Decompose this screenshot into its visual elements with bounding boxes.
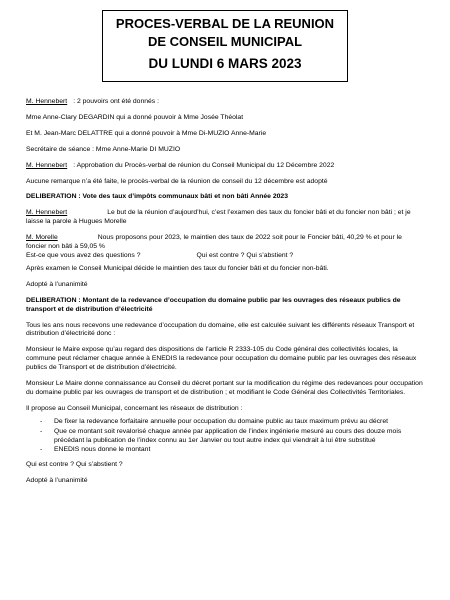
paragraph-adopte-final: Adopté à l’unanimité: [26, 477, 88, 485]
speaker-name: M. Morelle: [26, 234, 58, 242]
paragraph-text: Le but de la réunion d’aujourd’hui, c’est l’examen des taux du foncier bâti et du foncier non bâti ; et je laisse la parole à Hugues Morelle: [26, 209, 411, 226]
list-item: - ENEDIS nous donne le montant: [40, 446, 151, 454]
speaker-name: M. Hennebert: [26, 209, 68, 217]
document-body: [26, 98, 424, 493]
question-text: Qui est contre ? Qui s’abstient ?: [196, 251, 294, 259]
paragraph-proposition: [26, 234, 424, 261]
paragraph-propose: Il propose au Conseil Municipal, concernant les réseaux de distribution :: [26, 404, 243, 412]
paragraph-decret: Monsieur Le Maire donne connaissance au Conseil du décret portant sur la modification du régime des redevances pour occupation du domaine public par les ouvrages de transport et de distribution ; et modifiant le Code Général des Collectivités Territoriales.: [26, 380, 423, 396]
proposal-list: [26, 418, 424, 456]
paragraph-vote: Qui est contre ? Qui s’abstient ?: [26, 461, 123, 469]
speaker-name: M. Hennebert: [26, 98, 68, 105]
paragraph-pouvoirs: [26, 98, 424, 107]
title-box: [102, 10, 348, 82]
paragraph-text: Nous proposons pour 2023, le maintien des taux de 2022 soit pour le Foncier bâti, 40,29 % et pour le foncier non bâti à 59,05 %: [26, 234, 402, 251]
paragraph-pouvoir-2: Et M. Jean-Marc DELATTRE qui a donné pouvoir à Mme Di-MUZIO Anne-Marie: [26, 129, 267, 137]
speaker-name: M. Hennebert: [26, 161, 68, 169]
paragraph-pouvoir-1: Mme Anne-Clary DEGARDIN qui a donné pouvoir à Mme Josée Théolat: [26, 113, 244, 121]
paragraph-remarque: Aucune remarque n’a été faite, le procès-verbal de la réunion de conseil du 12 décembre est adopté: [26, 177, 328, 185]
deliberation-heading-taux: DELIBERATION : Vote des taux d’impôts communaux bâti et non bâti Année 2023: [26, 193, 288, 201]
question-text: Est-ce que vous avez des questions ?: [26, 251, 141, 259]
title-line-1: PROCES-VERBAL DE LA REUNION: [115, 16, 335, 31]
paragraph-approbation: [26, 162, 424, 171]
paragraph-text: : Approbation du Procès-verbal de réunion du Conseil Municipal du 12 Décembre 2022: [73, 161, 335, 169]
list-item: - De fixer la redevance forfaitaire annuelle pour occupation du domaine public au taux maximum prévu au décret: [40, 417, 388, 425]
paragraph-adopte: Adopté à l’unanimité: [26, 280, 88, 288]
paragraph-maire-expose: Monsieur le Maire expose qu’au regard des dispositions de l’article R 2333-105 du Code général des collectivités locales, la commune peut réclamer chaque année à ENEDIS la redevance pour occupation du domaine public par les ouvrages des réseaux publics de Transport et de distribution d’électricité.: [26, 346, 417, 372]
paragraph-redevance: Tous les ans nous recevons une redevance d’occupation du domaine, elle est calculée suivant les différents réseaux Transport et distribution d’électricité donc :: [26, 321, 415, 338]
paragraph-text: : 2 pouvoirs ont été donnés :: [73, 98, 159, 105]
paragraph-decision: Après examen le Conseil Municipal décide le maintien des taux du foncier bâti et du foncier non-bâti.: [26, 264, 329, 272]
deliberation-heading-redevance: DELIBERATION : Montant de la redevance d’occupation du domaine public par les ouvrages des réseaux publics de transport et de distribution d’électricité: [26, 296, 401, 313]
paragraph-but-reunion: [26, 209, 424, 227]
title-line-2: DE CONSEIL MUNICIPAL: [147, 34, 303, 49]
paragraph-secretaire: Secrétaire de séance : Mme Anne-Marie DI MUZIO: [26, 145, 181, 153]
title-line-3: DU LUNDI 6 MARS 2023: [148, 56, 302, 71]
list-item: - Que ce montant soit revalorisé chaque année par application de l’index ingénierie mesuré au cours des douze mois précédant la publication de l’index connu au 1er Janvier ou tout autre index qui viendrait à lui être substitué: [40, 427, 402, 444]
